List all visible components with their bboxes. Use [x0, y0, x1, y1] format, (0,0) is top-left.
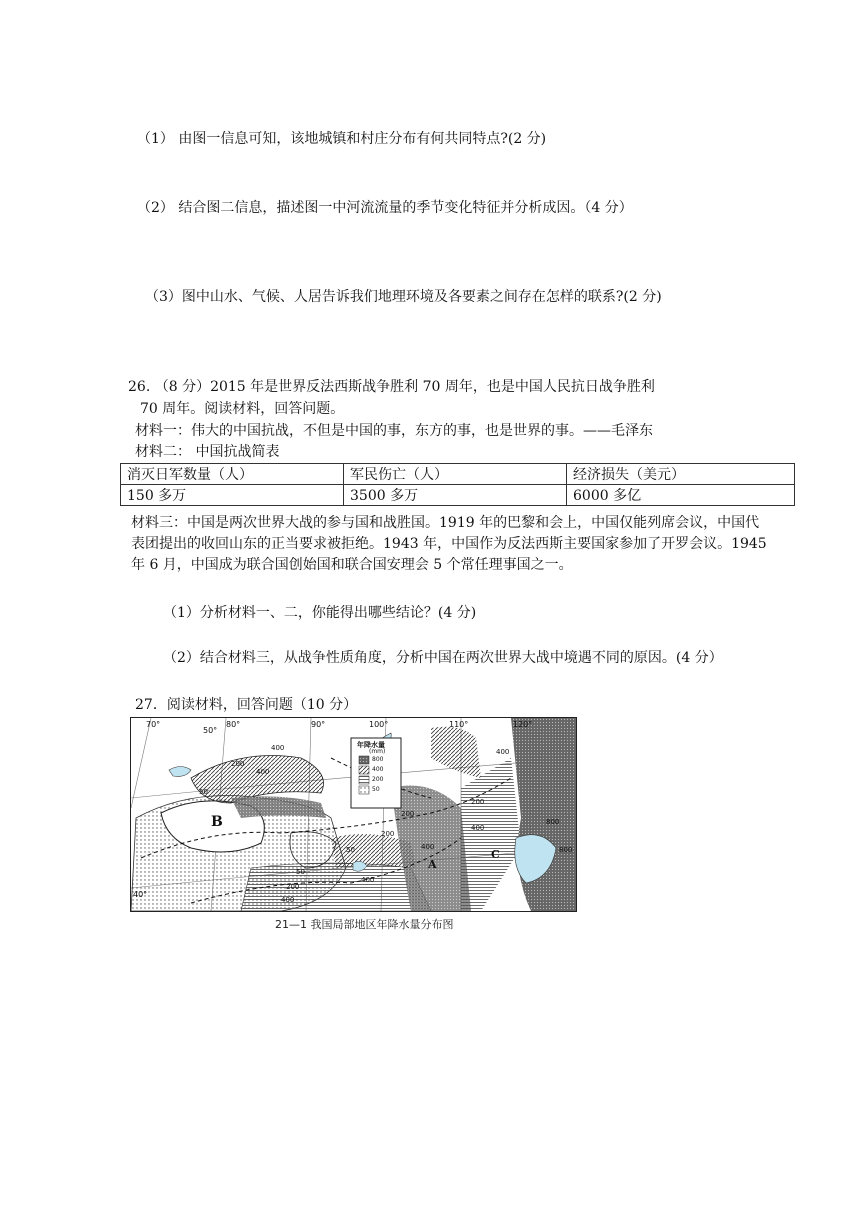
legend-title: 年降水量: [357, 741, 385, 749]
legend-unit: (mm): [369, 748, 386, 755]
question-1: （1） 由图一信息可知，该地城镇和村庄分布有何共同特点?(2 分): [137, 131, 547, 147]
table-row: [121, 485, 795, 506]
contour-label: 200: [231, 760, 245, 768]
place-c-label: C: [491, 848, 500, 861]
q27-header: 27．阅读材料，回答问题（10 分）: [135, 697, 358, 713]
map-caption: 21—1 我国局部地区年降水量分布图: [275, 918, 454, 931]
table-header-row: [121, 464, 795, 485]
longitude-label: 100°: [369, 720, 389, 729]
table-header-cell: 经济损失（美元）: [567, 464, 795, 485]
legend-value: 400: [372, 766, 384, 773]
longitude-label: 120°: [513, 720, 533, 729]
place-a-label: A: [428, 858, 437, 871]
q26-header: 26. （8 分）2015 年是世界反法西斯战争胜利 70 周年，也是中国人民抗日战争胜利: [128, 379, 655, 395]
table-cell: 3500 多万: [344, 485, 567, 506]
contour-label: 400: [256, 768, 270, 776]
material-1: 材料一：伟大的中国抗战，不但是中国的事，东方的事，也是世界的事。——毛泽东: [135, 423, 653, 439]
region-b-label: B: [211, 814, 223, 830]
table-header-cell: 军民伤亡（人）: [344, 464, 567, 485]
contour-label: 400: [496, 748, 510, 756]
war-summary-table: [120, 463, 795, 506]
q26-sub-2: （2）结合材料三，从战争性质角度，分析中国在两次世界大战中境遇不同的原因。(4 分）: [163, 650, 723, 666]
contour-label: 400: [271, 744, 285, 752]
table-cell: 150 多万: [121, 485, 344, 506]
question-3: （3）图中山水、气候、人居告诉我们地理环境及各要素之间存在怎样的联系?(2 分): [145, 289, 662, 305]
contour-label: 400: [361, 876, 375, 884]
longitude-label: 110°: [449, 720, 469, 729]
contour-label: 800: [559, 846, 573, 854]
contour-label: 50: [346, 846, 355, 854]
longitude-label: 80°: [226, 720, 241, 729]
precipitation-map: [130, 717, 577, 912]
latitude-label: 40°: [133, 890, 148, 899]
contour-label: 800: [546, 818, 560, 826]
contour-label: 400: [471, 824, 485, 832]
contour-label: 50: [199, 788, 208, 796]
question-2: （2） 结合图二信息，描述图一中河流流量的季节变化特征并分析成因。（4 分）: [137, 200, 633, 216]
contour-label: 200: [286, 883, 300, 891]
contour-label: 200: [381, 830, 395, 838]
precipitation-map-graphic: [131, 718, 576, 911]
contour-label: 50: [296, 868, 305, 876]
legend-value: 800: [372, 756, 384, 763]
legend-value: 200: [372, 776, 384, 783]
material-3: 材料三：中国是两次世界大战的参与国和战胜国。1919 年的巴黎和会上，中国仅能列席会议，中国代表团提出的收回山东的正当要求被拒绝。1943 年，中国作为反法西斯主要国家参加了开罗会议。1945 年 6 月，中国成为联合国创始国和联合国安理会 5 个常任理事国之一。: [131, 515, 767, 573]
material-2-title: 材料二： 中国抗战简表: [135, 444, 280, 460]
contour-label: 200: [401, 810, 415, 818]
longitude-label: 90°: [311, 720, 326, 729]
contour-label: 200: [471, 798, 485, 806]
q26-sub-1: （1）分析材料一、二，你能得出哪些结论？(4 分): [163, 605, 477, 621]
table-cell: 6000 多亿: [567, 485, 795, 506]
latitude-label: 50°: [203, 726, 218, 735]
contour-label: 400: [421, 843, 435, 851]
contour-label: 400: [281, 896, 295, 904]
longitude-label: 70°: [146, 720, 161, 729]
q26-header-cont: 70 周年。阅读材料，回答问题。: [140, 401, 345, 417]
table-header-cell: 消灭日军数量（人）: [121, 464, 344, 485]
legend-value: 50: [372, 786, 380, 793]
